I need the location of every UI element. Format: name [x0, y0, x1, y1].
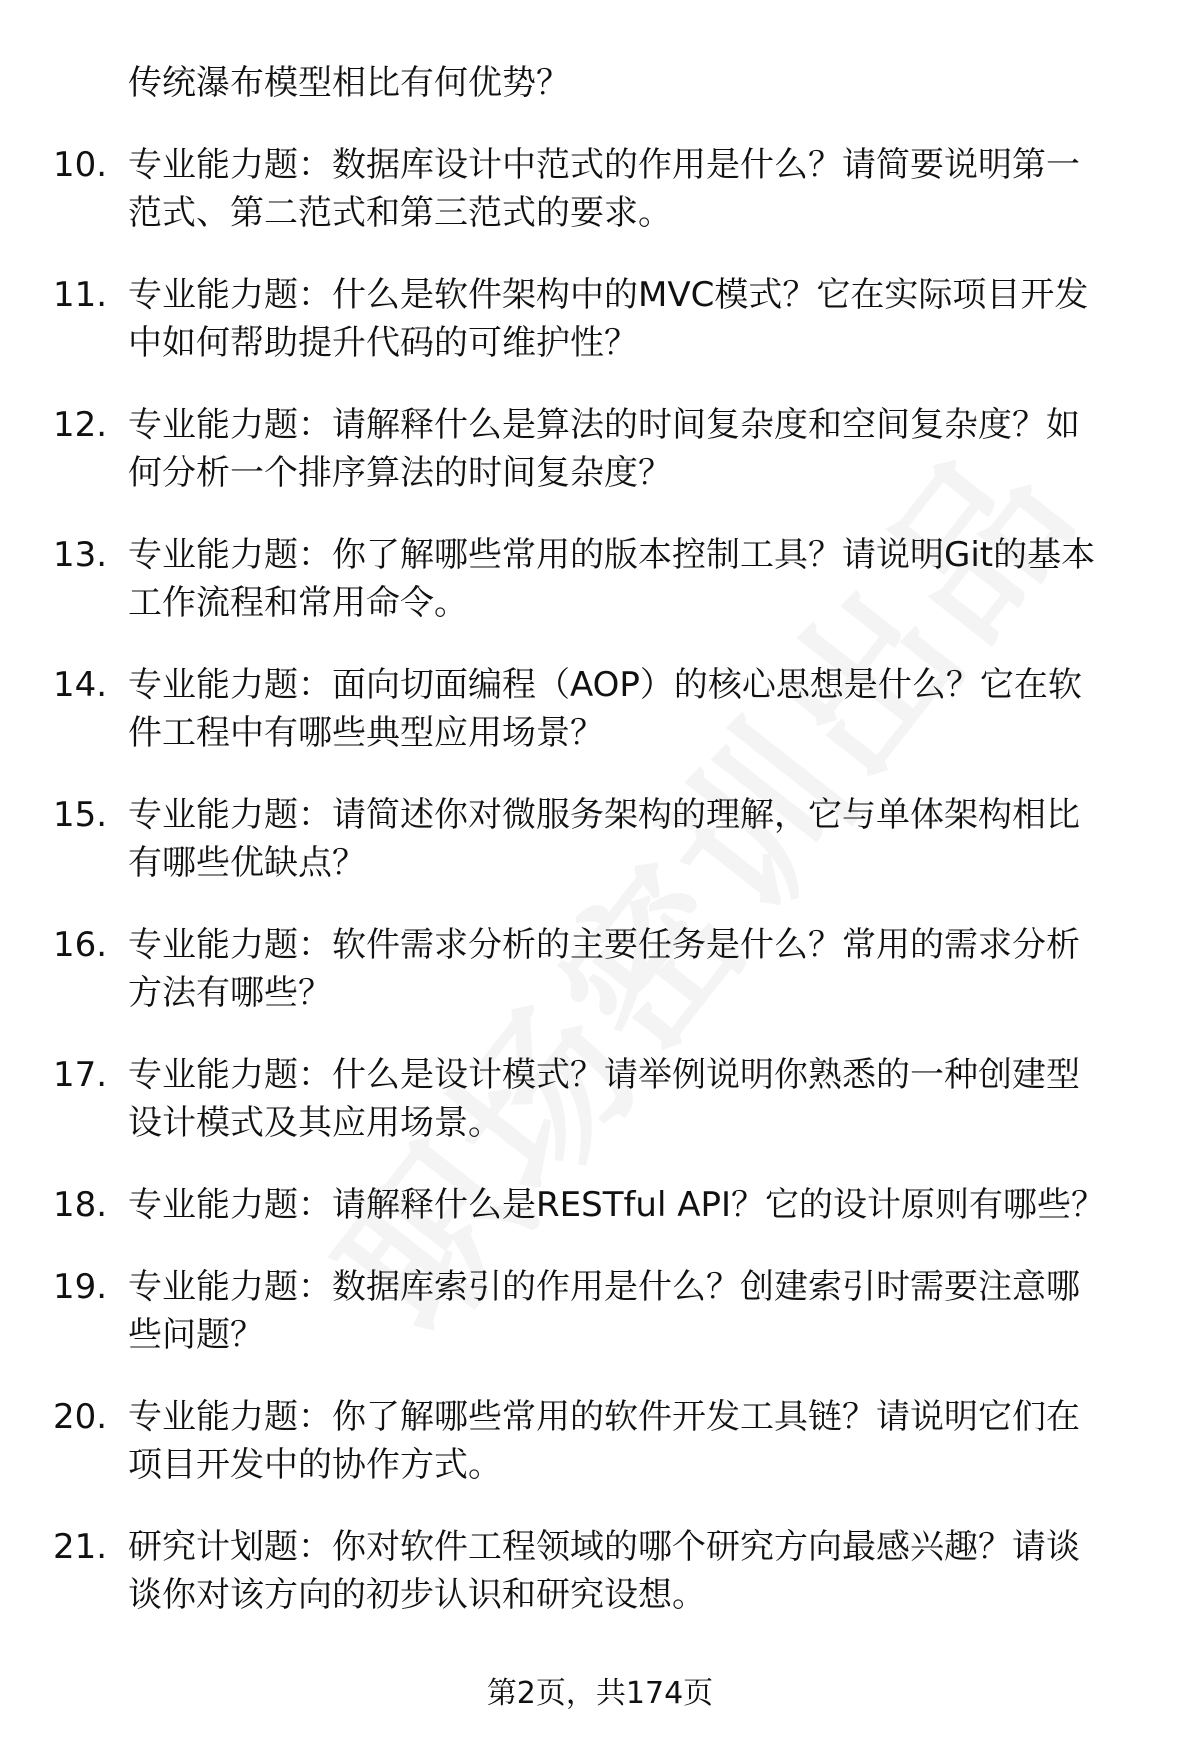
question-continuation	[0, 59, 1200, 107]
list-item	[0, 531, 1200, 627]
question-line: 何分析一个排序算法的时间复杂度？	[128, 453, 672, 493]
list-item	[0, 921, 1200, 1017]
question-list	[0, 59, 1200, 1653]
question-line: 专业能力题：数据库设计中范式的作用是什么？请简要说明第一	[128, 145, 1080, 185]
question-line: 专业能力题：请简述你对微服务架构的理解，它与单体架构相比	[128, 795, 1080, 835]
question-line: 件工程中有哪些典型应用场景？	[128, 713, 604, 753]
question-line: 中如何帮助提升代码的可维护性？	[128, 323, 638, 363]
question-number: 13.	[53, 535, 108, 575]
question-text	[128, 141, 1200, 237]
question-number: 14.	[53, 665, 108, 705]
question-number: 12.	[53, 405, 108, 445]
question-line: 谈你对该方向的初步认识和研究设想。	[128, 1575, 706, 1615]
question-text	[128, 1523, 1200, 1619]
question-number: 19.	[53, 1267, 108, 1307]
question-line: 方法有哪些？	[128, 973, 332, 1013]
question-line: 有哪些优缺点？	[128, 843, 366, 883]
question-line: 专业能力题：面向切面编程（AOP）的核心思想是什么？它在软	[128, 665, 1082, 705]
question-number: 17.	[53, 1055, 108, 1095]
question-line: 专业能力题：数据库索引的作用是什么？创建索引时需要注意哪	[128, 1267, 1080, 1307]
question-number: 16.	[53, 925, 108, 965]
list-item	[0, 1051, 1200, 1147]
question-number: 11.	[53, 275, 108, 315]
list-item	[0, 1263, 1200, 1359]
question-line: 范式、第二范式和第三范式的要求。	[128, 193, 672, 233]
question-line: 专业能力题：软件需求分析的主要任务是什么？常用的需求分析	[128, 925, 1080, 965]
question-line: 项目开发中的协作方式。	[128, 1445, 502, 1485]
question-line: 专业能力题：你了解哪些常用的软件开发工具链？请说明它们在	[128, 1397, 1080, 1437]
question-line: 专业能力题：你了解哪些常用的版本控制工具？请说明Git的基本	[128, 535, 1096, 575]
list-item	[0, 791, 1200, 887]
list-item	[0, 141, 1200, 237]
question-number: 10.	[53, 145, 108, 185]
list-item	[0, 271, 1200, 367]
question-line: 专业能力题：请解释什么是RESTful API？它的设计原则有哪些？	[128, 1185, 1106, 1225]
page-number: 第2页，共174页	[486, 1676, 714, 1711]
question-line: 传统瀑布模型相比有何优势？	[128, 63, 570, 103]
question-number: 15.	[53, 795, 108, 835]
question-text	[128, 791, 1200, 887]
question-text	[128, 59, 1200, 107]
question-number: 20.	[53, 1397, 108, 1437]
list-item	[0, 661, 1200, 757]
list-item	[0, 1523, 1200, 1619]
list-item	[0, 1393, 1200, 1489]
question-text	[128, 661, 1200, 757]
list-item	[0, 401, 1200, 497]
question-line: 工作流程和常用命令。	[128, 583, 468, 623]
question-text	[128, 401, 1200, 497]
question-line: 专业能力题：什么是设计模式？请举例说明你熟悉的一种创建型	[128, 1055, 1080, 1095]
question-number: 18.	[53, 1185, 108, 1225]
question-text	[128, 1181, 1200, 1229]
question-text	[128, 1051, 1200, 1147]
question-line: 设计模式及其应用场景。	[128, 1103, 502, 1143]
question-text	[128, 1263, 1200, 1359]
question-line: 些问题？	[128, 1315, 264, 1355]
question-number: 21.	[53, 1527, 108, 1567]
question-line: 专业能力题：请解释什么是算法的时间复杂度和空间复杂度？如	[128, 405, 1080, 445]
question-line: 研究计划题：你对软件工程领域的哪个研究方向最感兴趣？请谈	[128, 1527, 1080, 1567]
question-text	[128, 921, 1200, 1017]
question-text	[128, 531, 1200, 627]
list-item	[0, 1181, 1200, 1229]
question-text	[128, 1393, 1200, 1489]
question-text	[128, 271, 1200, 367]
question-line: 专业能力题：什么是软件架构中的MVC模式？它在实际项目开发	[128, 275, 1089, 315]
